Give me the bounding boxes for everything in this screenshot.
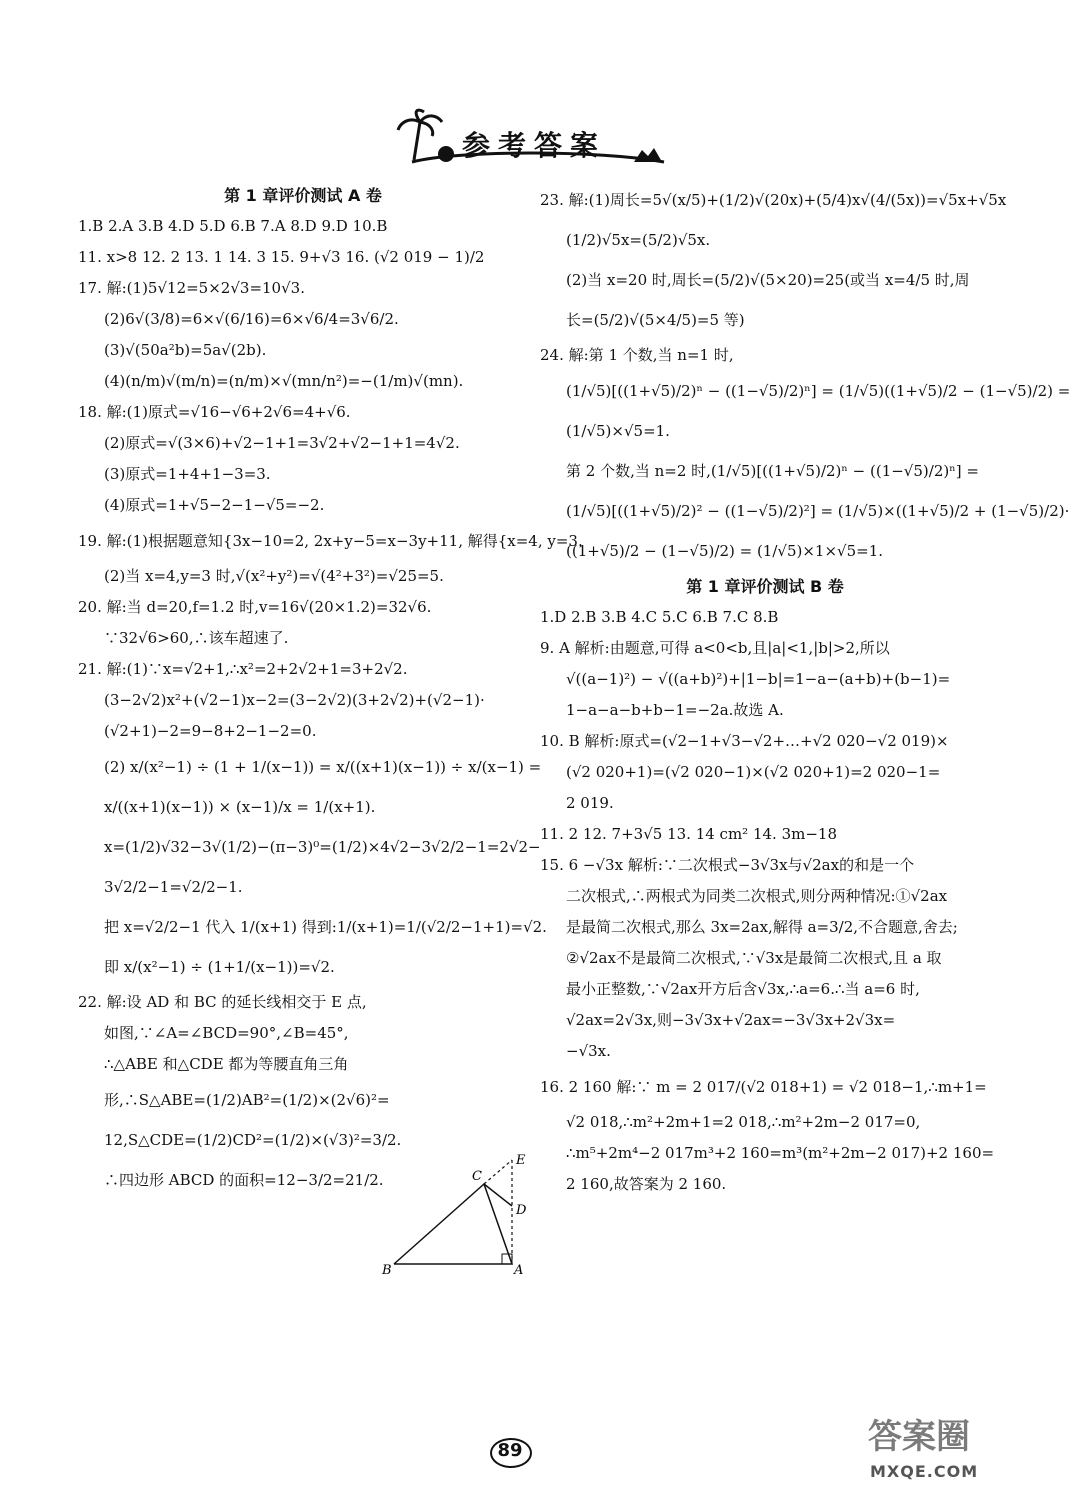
answer-line: 3√2/2−1=√2/2−1. (104, 878, 243, 896)
answer-line: (3)√(50a²b)=5a√(2b). (104, 341, 267, 359)
answer-line: 15. 6 −√3x 解析:∵二次根式−3√3x与√2ax的和是一个 (540, 856, 915, 874)
triangle-figure (380, 1150, 530, 1280)
answer-line: 把 x=√2/2−1 代入 1/(x+1) 得到:1/(x+1)=1/(√2/2−1+1)=√2. (104, 918, 547, 936)
answer-line: (√2 020+1)=(√2 020−1)×(√2 020+1)=2 020−1= (566, 763, 941, 781)
answer-line: 是最简二次根式,那么 3x=2ax,解得 a=3/2,不合题意,舍去; (566, 918, 958, 936)
figure-label-b: B (382, 1263, 392, 1278)
figure-label-a: A (514, 1263, 524, 1278)
answer-line: 17. 解:(1)5√12=5×2√3=10√3. (78, 279, 305, 297)
answer-line: 16. 2 160 解:∵ m = 2 017/(√2 018+1) = √2 018−1,∴m+1= (540, 1078, 987, 1096)
answer-line: x=(1/2)√32−3√(1/2)−(π−3)⁰=(1/2)×4√2−3√2/2−1=2√2− (104, 838, 541, 856)
svg-text:答案圈: 答案圈 (868, 1417, 970, 1457)
section-title-b: 第 1 章评价测试 B 卷 (686, 577, 844, 596)
answer-line: ((1+√5)/2 − (1−√5)/2) = (1/√5)×1×√5=1. (566, 542, 884, 560)
watermark-url: MXQE.COM (870, 1462, 979, 1481)
answer-line: 12,S△CDE=(1/2)CD²=(1/2)×(√3)²=3/2. (104, 1131, 402, 1149)
answer-line: (2)原式=√(3×6)+√2−1+1=3√2+√2−1+1=4√2. (104, 434, 460, 452)
answer-line: 二次根式,∴两根式为同类二次根式,则分两种情况:①√2ax (566, 887, 948, 905)
answer-line: ②√2ax不是最简二次根式,∵√3x是最简二次根式,且 a 取 (566, 949, 942, 967)
figure-label-e: E (516, 1153, 526, 1168)
answer-line: 最小正整数,∵√2ax开方后含√3x,∴a=6.∴当 a=6 时, (566, 980, 920, 998)
answer-line: 第 2 个数,当 n=2 时,(1/√5)[((1+√5)/2)ⁿ − ((1−√5)/2)ⁿ] = (566, 462, 979, 480)
answer-line: 11. x>8 12. 2 13. 1 14. 3 15. 9+√3 16. (√2 019 − 1)/2 (78, 248, 485, 266)
answer-line: 1−a−a−b+b−1=−2a.故选 A. (566, 701, 784, 719)
answer-line: (√2+1)−2=9−8+2−1−2=0. (104, 722, 317, 740)
answer-line: 19. 解:(1)根据题意知{3x−10=2, 2x+y−5=x−3y+11, 解得{x=4, y=3. (78, 532, 583, 550)
answer-line: (3)原式=1+4+1−3=3. (104, 465, 271, 483)
answer-line: (1/2)√5x=(5/2)√5x. (566, 231, 711, 249)
answer-line: (2)当 x=20 时,周长=(5/2)√(5×20)=25(或当 x=4/5 时,周 (566, 271, 970, 289)
answer-line: 18. 解:(1)原式=√16−√6+2√6=4+√6. (78, 403, 351, 421)
answer-line: √2 018,∴m²+2m+1=2 018,∴m²+2m−2 017=0, (566, 1113, 921, 1131)
answer-line: 形,∴S△ABE=(1/2)AB²=(1/2)×(2√6)²= (104, 1091, 390, 1109)
answer-line: 23. 解:(1)周长=5√(x/5)+(1/2)√(20x)+(5/4)x√(4/(5x))=√5x+√5x (540, 191, 1007, 209)
figure-label-c: C (472, 1169, 482, 1184)
answer-line: x/((x+1)(x−1)) × (x−1)/x = 1/(x+1). (104, 798, 376, 816)
answer-line: 24. 解:第 1 个数,当 n=1 时, (540, 346, 734, 364)
answer-line: √((a−1)²) − √((a+b)²)+|1−b|=1−a−(a+b)+(b−1)= (566, 670, 951, 688)
answer-line: 9. A 解析:由题意,可得 a<0<b,且|a|<1,|b|>2,所以 (540, 639, 890, 657)
figure-label-d: D (516, 1203, 527, 1218)
left-column (78, 180, 583, 1200)
answer-line: 长=(5/2)√(5×4/5)=5 等) (566, 311, 745, 329)
answer-line: (4)(n/m)√(m/n)=(n/m)×√(mn/n²)=−(1/m)√(mn). (104, 372, 464, 390)
answer-line: 如图,∵∠A=∠BCD=90°,∠B=45°, (104, 1024, 349, 1042)
page-number-text: 89 (497, 1440, 523, 1461)
answer-line: (2) x/(x²−1) ÷ (1 + 1/(x−1)) = x/((x+1)(x−1)) ÷ x/(x−1) = (104, 758, 542, 776)
answer-line: ∴m⁵+2m⁴−2 017m³+2 160=m³(m²+2m−2 017)+2 160= (566, 1144, 995, 1162)
answer-line: 2 019. (566, 794, 614, 812)
answer-line: ∴△ABE 和△CDE 都为等腰直角三角 (104, 1055, 349, 1073)
page-title: 参考答案 (462, 129, 607, 162)
answer-line: 2 160,故答案为 2 160. (566, 1175, 727, 1193)
answer-line: (4)原式=1+√5−2−1−√5=−2. (104, 496, 325, 514)
answer-line: √2ax=2√3x,则−3√3x+√2ax=−3√3x+2√3x= (566, 1011, 896, 1029)
answer-line: (1/√5)×√5=1. (566, 422, 670, 440)
answer-line: ∵32√6>60,∴该车超速了. (104, 629, 289, 647)
right-column (540, 180, 1070, 1200)
answer-line: 21. 解:(1)∵x=√2+1,∴x²=2+2√2+1=3+2√2. (78, 660, 408, 678)
answer-line: 20. 解:当 d=20,f=1.2 时,v=16√(20×1.2)=32√6. (78, 598, 432, 616)
answer-line: (1/√5)[((1+√5)/2)ⁿ − ((1−√5)/2)ⁿ] = (1/√5)((1+√5)/2 − (1−√5)/2) = (566, 382, 1070, 400)
page-number (490, 1438, 530, 1466)
answer-line: 1.B 2.A 3.B 4.D 5.D 6.B 7.A 8.D 9.D 10.B (78, 217, 388, 235)
answer-line: (2)当 x=4,y=3 时,√(x²+y²)=√(4²+3²)=√25=5. (104, 567, 444, 585)
answer-line: 22. 解:设 AD 和 BC 的延长线相交于 E 点, (78, 993, 367, 1011)
section-title-a: 第 1 章评价测试 A 卷 (224, 186, 382, 205)
answer-line: −√3x. (566, 1042, 611, 1060)
answer-line: 1.D 2.B 3.B 4.C 5.C 6.B 7.C 8.B (540, 608, 779, 626)
answer-line: (2)6√(3/8)=6×√(6/16)=6×√6/4=3√6/2. (104, 310, 399, 328)
answer-line: ∴四边形 ABCD 的面积=12−3/2=21/2. (104, 1171, 384, 1189)
answer-line: (1/√5)[((1+√5)/2)² − ((1−√5)/2)²] = (1/√5)×((1+√5)/2 + (1−√5)/2)· (566, 502, 1070, 520)
answer-line: (3−2√2)x²+(√2−1)x−2=(3−2√2)(3+2√2)+(√2−1)· (104, 691, 485, 709)
answer-line: 10. B 解析:原式=(√2−1+√3−√2+…+√2 020−√2 019)× (540, 732, 949, 750)
answer-line: 11. 2 12. 7+3√5 13. 14 cm² 14. 3m−18 (540, 825, 838, 843)
answer-line: 即 x/(x²−1) ÷ (1+1/(x−1))=√2. (104, 958, 335, 976)
